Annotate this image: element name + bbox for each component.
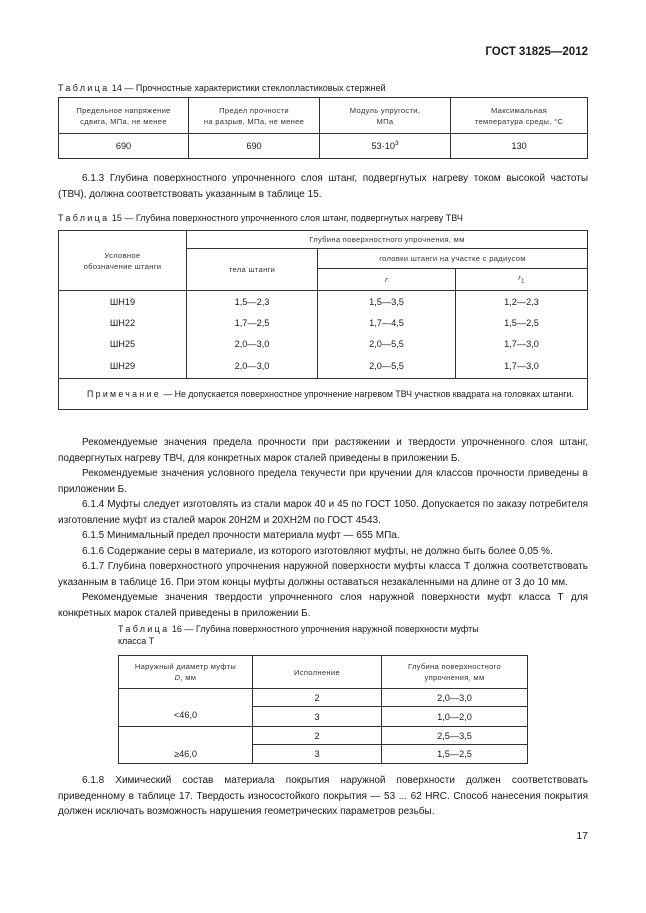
table-16-header-depth: Глубина поверхностного упрочнения, мм	[382, 656, 528, 689]
table-14-cell: 130	[451, 134, 588, 159]
table-15-note-word: Примечание	[87, 389, 161, 399]
table-14-header-3: Модуль упругости, МПа	[320, 98, 451, 134]
table-row: <46,0 2 2,0—3,0	[119, 689, 528, 707]
table-row: ≥46,0 2 2,5—3,5	[119, 727, 528, 745]
table-16-group-1: <46,0	[119, 689, 253, 727]
table-15-header-r1: $r_1$	[456, 269, 588, 291]
table-16-caption	[118, 623, 479, 647]
table-14-caption-text: 14 — Прочностные характеристики стеклопластиковых стержней	[109, 83, 386, 93]
paragraph-6-1-5: 6.1.5 Минимальный предел прочности материала муфт — 655 МПа.	[82, 530, 400, 541]
table-row: 3 1,5—2,5	[119, 745, 528, 764]
table-16-caption-line2: класса Т	[118, 636, 155, 646]
table-15-header-depth: Глубина поверхностного упрочнения, мм	[187, 231, 588, 249]
table-14-header-2: Предел прочности на разрыв, МПа, не менее	[189, 98, 320, 134]
table-14-cell: 690	[59, 134, 189, 159]
table-15-header-heads: головки штанги на участке с радиусом	[318, 249, 588, 269]
table-14-header-4: Максимальная температура среды, °С	[451, 98, 588, 134]
table-14-caption	[58, 83, 386, 93]
table-15-header-r: r	[318, 269, 456, 291]
table-15-header-body: тела штанги	[187, 249, 318, 291]
document-header: ГОСТ 31825—2012	[485, 46, 588, 58]
paragraph: Рекомендуемые значения условного предела текучести при кручении для классов прочности приведены в приложении Б.	[58, 468, 588, 495]
table-15-caption-word: Таблица	[58, 213, 110, 223]
body-paragraphs	[58, 435, 588, 621]
table-15-caption-text: 15 — Глубина поверхностного упрочненного слоя штанг, подвергнутых нагреву ТВЧ	[109, 213, 463, 223]
table-16-caption-word: Таблица	[118, 624, 170, 634]
table-14-cell: $53\cdot 10^3$	[320, 134, 451, 159]
table-14-caption-word: Таблица	[58, 83, 110, 93]
table-16	[118, 655, 528, 764]
table-15-caption	[58, 213, 463, 223]
table-16-group-2: ≥46,0	[119, 727, 253, 764]
paragraph-6-1-3: 6.1.3 Глубина поверхностного упрочненного слоя штанг, подвергнутых нагреву током высокой частоты (ТВЧ), должна соответствовать указанным в таблице 15.	[58, 173, 588, 200]
table-16-header-version: Исполнение	[253, 656, 382, 689]
paragraph-6-1-4: 6.1.4 Муфты следует изготовлять из стали марок 40 и 45 по ГОСТ 1050. Допускается по заказу потребителя изготовление муфт из сталей марок 20Н2М и 20ХН2М по ГОСТ 4543.	[58, 499, 588, 526]
table-row: ШН19 1,5—2,3 1,5—3,5 1,2—2,3	[59, 291, 588, 313]
paragraph: Рекомендуемые значения предела прочности при растяжении и твердости упрочненного слоя штанг, подвергнутых нагреву ТВЧ, для конкретных марок сталей приведены в приложении Б.	[58, 437, 588, 464]
paragraph: Рекомендуемые значения твердости упрочненного слоя наружной поверхности муфт класса Т для конкретных марок сталей приведены в приложении Б.	[58, 592, 588, 619]
table-14-header-1: Предельное напряжение сдвига, МПа, не менее	[59, 98, 189, 134]
paragraph-6-1-6: 6.1.6 Содержание серы в материале, из которого изготовляют муфты, не должно быть более 0,05 %.	[82, 545, 553, 557]
table-row: ШН25 2,0—3,0 2,0—5,5 1,7—3,0	[59, 334, 588, 355]
table-row: 3 1,0—2,0	[119, 707, 528, 727]
table-15-header-designation: Условное обозначение штанги	[59, 231, 187, 291]
table-14	[58, 97, 588, 159]
table-16-caption-text: 16 — Глубина поверхностного упрочнения наружной поверхности муфты	[169, 624, 479, 634]
table-15-note	[59, 379, 588, 410]
table-15-note-text: — Не допускается поверхностное упрочнение нагревом ТВЧ участков квадрата на головках штанги.	[160, 389, 574, 399]
table-16-header-diameter: Наружный диаметр муфты D, мм	[119, 656, 253, 689]
table-row: ШН22 1,7—2,5 1,7—4,5 1,5—2,5	[59, 313, 588, 334]
table-15	[58, 230, 588, 410]
paragraph-6-1-8: 6.1.8 Химический состав материала покрытия наружной поверхности должен соответствовать приведенному в таблице 17. Твердость износостойкого покрытия — 53 ... 62 HRC. Способ нанесения покрытия должен исключать возможность нарушения геометрических параметров резьбы.	[58, 775, 588, 817]
paragraph-6-1-7: 6.1.7 Глубина поверхностного упрочнения наружной поверхности муфты класса Т должна соответствовать указанным в таблице 16. При этом концы муфты должны оставаться незакаленными на длине от 3 до 10 мм.	[58, 561, 588, 588]
table-row: ШН29 2,0—3,0 2,0—5,5 1,7—3,0	[59, 355, 588, 379]
page-number: 17	[576, 830, 588, 842]
table-14-cell: 690	[189, 134, 320, 159]
